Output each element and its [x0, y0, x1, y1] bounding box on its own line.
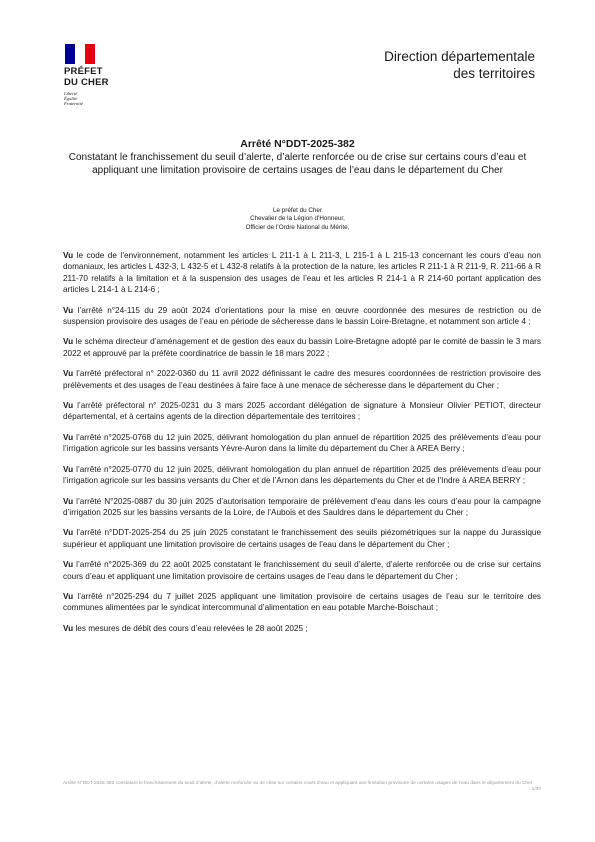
visa-paragraph — [63, 400, 541, 423]
prefet-logo — [64, 44, 134, 107]
visa-text: l’arrêté préfectoral n° 2022-0360 du 11 avril 2022 définissant le cadre des mesures coordonnées de restriction provisoire des prélèvements et des usages de l’eau destinées à faire face à une menace de sécheresse dans le département du Cher ; — [63, 369, 541, 390]
direction-line1: Direction départementale — [384, 49, 535, 64]
decree-reference: Arrêté N°DDT-2025-382 — [240, 138, 355, 150]
page-footer — [63, 781, 541, 792]
visa-vu-label: Vu — [63, 251, 74, 260]
direction-title — [384, 48, 535, 82]
visa-paragraph — [63, 305, 541, 328]
motto-egalite: Égalité — [64, 96, 78, 102]
visa-text: les mesures de débit des cours d’eau relevées le 28 août 2025 ; — [75, 623, 308, 633]
visa-paragraph — [63, 591, 541, 614]
visa-text: l’arrêté préfectoral n° 2025-0231 du 3 mars 2025 accordant délégation de signature à Monsieur Olivier PETIOT, directeur départemental, et à certains agents de la direction départementale des territoires ; — [63, 401, 541, 422]
visa-vu-label: Vu — [63, 464, 74, 474]
visa-paragraph — [63, 496, 541, 519]
prefet-line: Le préfet du Cher — [272, 207, 322, 214]
visa-vu-label: Vu — [63, 528, 74, 538]
visas-list — [63, 250, 541, 643]
prefet-line: Chevalier de la Légion d’Honneur, — [250, 215, 345, 223]
visa-paragraph — [63, 464, 541, 487]
visa-paragraph — [63, 336, 541, 359]
flag-white-stripe — [75, 44, 85, 64]
visa-vu-label: Vu — [63, 337, 74, 347]
motto-liberte: Liberté — [64, 91, 78, 96]
visa-text: l’arrêté n°2025-0770 du 12 juin 2025, délivrant homologation du plan annuel de répartition 2025 des prélèvements d’eau pour l’irrigation agricole sur les bassins versants du Cher et de l’Arnon dans les départements du Cher et de l’Indre à AREA BERRY ; — [63, 464, 541, 486]
visa-vu-label: Vu — [63, 305, 74, 315]
logo-line2: DU CHER — [64, 76, 109, 88]
french-flag-icon — [65, 44, 95, 64]
visa-vu-label: Vu — [63, 401, 74, 411]
visa-text: l’arrêté n°2025-369 du 22 août 2025 constatant le franchissement du seuil d’alerte, d’alerte renforcée ou de crise sur certains cours d’eau et appliquant une limitation provisoire de certains usages de l’eau dans le département du Cher ; — [63, 560, 541, 581]
visa-paragraph — [63, 432, 541, 455]
visa-text: l’arrêté n°2025-294 du 7 juillet 2025 appliquant une limitation provisoire de certains usages de l’eau sur le territoire des communes alimentées par le syndicat intercommunal d’alimentation en eau potable Marche-Boischaut ; — [63, 591, 541, 613]
visa-vu-label: Vu — [63, 432, 74, 442]
visa-vu-label: Vu — [63, 560, 74, 570]
decree-title-block — [60, 137, 535, 177]
visa-paragraph — [63, 623, 541, 634]
visa-text: l’arrêté n°DDT-2025-254 du 25 juin 2025 constatant le franchissement des seuils piézométriques sur la nappe du Jurassique supérieur et appliquant une limitation provisoire de certains usages de l’eau dans le département du Cher ; — [63, 528, 541, 549]
prefet-signatory — [60, 207, 535, 232]
visa-paragraph — [63, 559, 541, 582]
visa-vu-label: Vu — [63, 591, 74, 601]
visa-paragraph — [63, 527, 541, 550]
flag-blue-stripe — [65, 44, 75, 64]
visa-vu-label: Vu — [63, 369, 74, 379]
footer-text: Arrêté N°DDT-2025-382 constatant le franchissement du seuil d’alerte, d’alerte renforcée ou de crise sur certains cours d’eau et appliquant une limitation provisoire de certains usages de l’eau dans le département du Cher — [63, 781, 533, 786]
logo-prefet-text — [64, 67, 134, 88]
logo-motto — [64, 91, 134, 107]
logo-line1: PRÉFET — [64, 66, 103, 77]
visa-text: l’arrêté n°24-115 du 29 août 2024 d’orientations pour la mise en œuvre coordonnée des mesures de restriction ou de suspension provisoire des usages de l’eau en période de sécheresse dans le bassin Loire-Bretagne, et notamment son article 4 ; — [63, 305, 541, 327]
visa-text: l’arrêté n°2025-0768 du 12 juin 2025, délivrant homologation du plan annuel de répartition 2025 des prélèvements d’eau pour l’irrigation agricole sur les bassins versants Yèvre-Auron dans la limite du département du Cher à AREA Berry ; — [63, 432, 541, 454]
visa-paragraph — [63, 368, 541, 391]
motto-fraternite: Fraternité — [64, 101, 83, 107]
visa-text: le code de l’environnement, notamment les articles L 211-1 à L 211-3, L 215-1 à L 215-13 concernant les cours d’eau non domaniaux, les articles L 432-3, L 432-5 et L 432-8 relatifs à la protection de la nature, les articles R 211-1 à R 211-9, R. 211-66 à R 211-70 relatifs à la limitation et à la suspension des usages de l’eau et les articles R 214-1 à R 214-60 portant application des articles L 214-1 à L 214-6 ; — [63, 251, 541, 295]
visa-vu-label: Vu — [63, 496, 74, 506]
direction-line2: des territoires — [453, 66, 535, 81]
visa-paragraph — [63, 250, 541, 296]
page-number: 1/30 — [531, 787, 541, 792]
prefet-line: Officier de l’Ordre National du Mérite, — [245, 223, 350, 231]
visa-vu-label: Vu — [63, 623, 74, 633]
visa-text: l’arrêté N°2025-0887 du 30 juin 2025 d’autorisation temporaire de prélèvement d’eau dans les cours d’eau pour la campagne d’irrigation 2025 sur les bassins versants de la Loire, de l’Aubois et des Sauldres dans le département du Cher ; — [63, 496, 541, 517]
visa-text: le schéma directeur d’aménagement et de gestion des eaux du bassin Loire-Bretagne adopté par le comité de bassin le 3 mars 2022 et approuvé par la préfète coordinatrice de bassin le 18 mars 2022 ; — [63, 337, 541, 358]
decree-subject: Constatant le franchissement du seuil d’alerte, d’alerte renforcée ou de crise sur certains cours d’eau et appliquant une limitation provisoire de certains usages de l’eau dans le département du Cher — [68, 152, 527, 176]
flag-red-stripe — [85, 44, 95, 64]
